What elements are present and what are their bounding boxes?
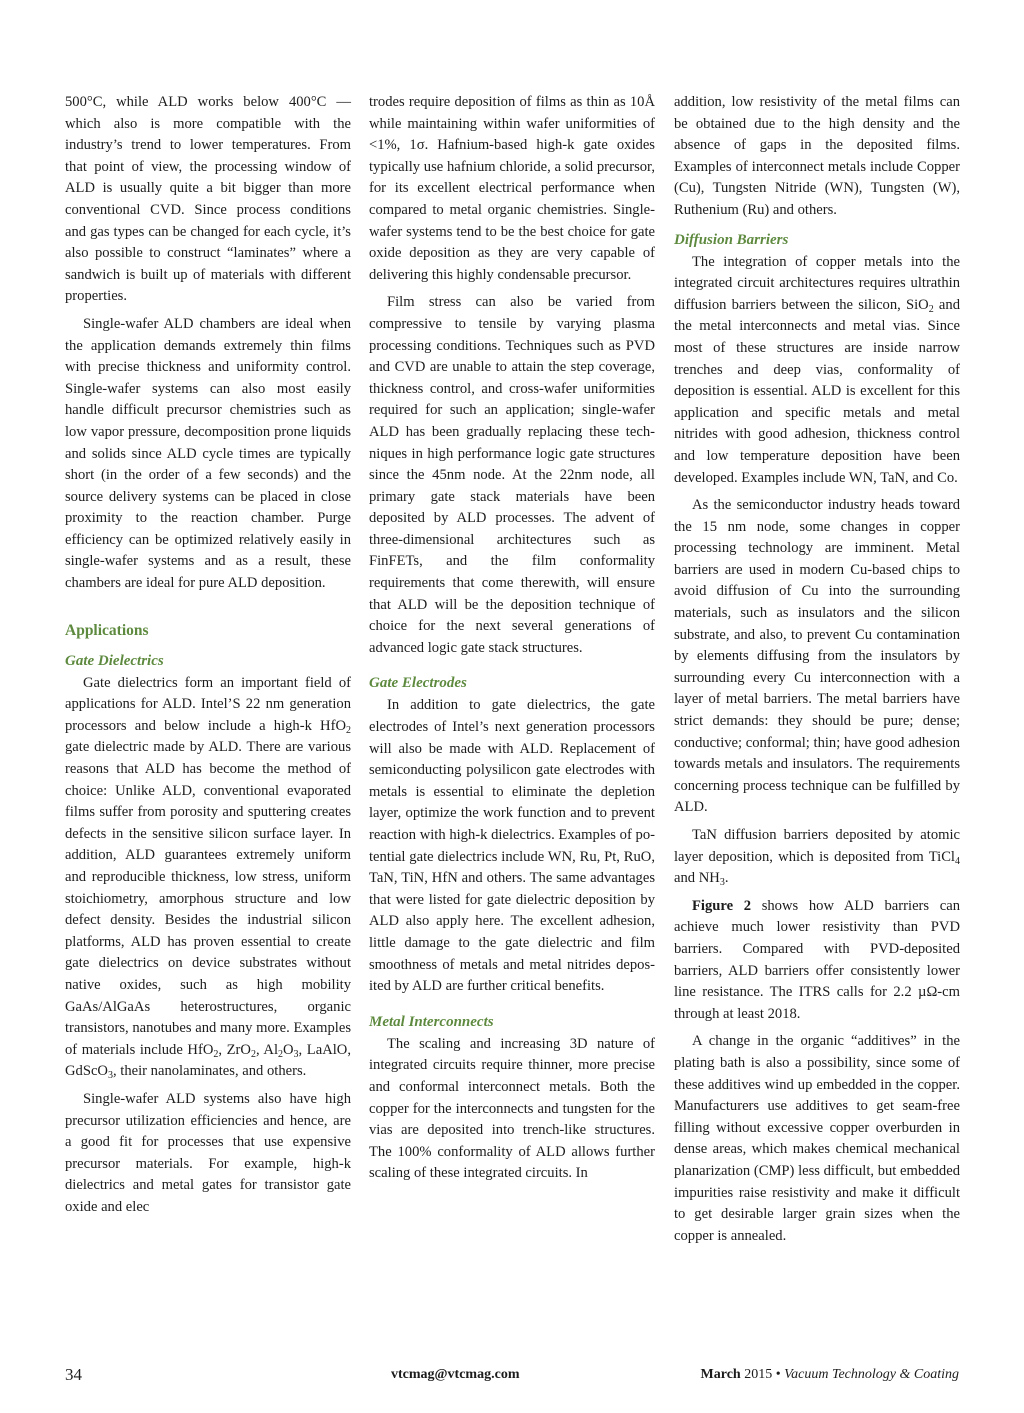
paragraph: Figure 2 shows how ALD barriers can achieve much lower resistivity than PVD barriers. Compared with PVD-deposited barriers, ALD barriers offer consistently lower line resistance. The ITRS calls for 2.2 µΩ-cm through at least 2018. (674, 897, 960, 1022)
paragraph: The scaling and increasing 3D nature of integrated circuits require thinner, more precise and conformal interconnect metals. Both the copper for the interconnects and tungsten for the vias are deposited into trench-like structures. The 100% conformality of ALD allows further scaling of these integrated circuits. In (369, 1035, 655, 1182)
paragraph: Film stress can also be varied from compressive to tensile by varying plasma processing conditions. Techniques such as PVD and CVD are unable to attain the step coverage, thickness control, and cross-wafer uniformities required for such an application; single-wafer ALD has been gradually replacing these techniques in high performance logic gate structures since the 45nm node. At the 22nm node, all primary gate stack materials have been deposited by ALD processes. The advent of three-dimensional architectures such as FinFETs, and the film conformality requirements that come therewith, will ensure that ALD will be the deposition technique of choice for the next several generations of advanced logic gate stack structures. (369, 294, 655, 656)
subheading-diffusion-barriers: Diffusion Barriers (674, 231, 789, 248)
paragraph: A change in the organic “additives” in the plating bath is also a possibility, since some of these additives wind up embedded in the copper. Manufacturers use additives to get seam-free filling without excessive copper overburden in dense areas, which makes chemical mechanical planarization (CMP) less difficult, but embedded impurities raise resistivity and make it difficult to get desirable larger grain sizes when the copper is annealed. (674, 1033, 960, 1244)
paragraph: In addition to gate dielectrics, the gate electrodes of Intel’s next generation processors will also be made with ALD. Replacement of semiconducting polysilicon gate electrodes with metals is essential to eliminate the depletion layer, optimize the work function and to prevent reaction with high-k dielectrics. Examples of potential gate dielectrics include WN, Ru, Pt, RuO, TaN, TiN, HfN and others. The same advantages that were listed for gate dielectric deposition by ALD also apply here. The excellent adhesion, little damage to the gate dielectric and film smoothness of metals and metal nitrides deposited by ALD are further critical benefits. (369, 697, 655, 995)
subheading-metal-interconnects: Metal Interconnects (369, 1013, 494, 1030)
page-footer (65, 1365, 959, 1387)
subheading-gate-dielectrics: Gate Dielectrics (65, 652, 164, 669)
magazine-name: Vacuum Technology & Coating (784, 1367, 959, 1382)
paragraph: TaN diffusion barriers deposited by atomic layer deposition, which is deposited from TiCl$_4$ and $NH_3$. (674, 827, 960, 889)
issue-year: 2015 (740, 1367, 773, 1382)
section-heading-applications: Applications (65, 621, 149, 639)
paragraph: Single-wafer ALD chambers are ideal when the application demands extremely thin films with precise thickness and uniformity control. Single-wafer systems can also most easily handle difficult precursor chemistries such as low vapor pressure, decomposition prone liquids and solids since ALD cycle times are typically short (in the order of a few seconds) and the source delivery systems can be placed in close proximity to the reaction chamber. Purge efficiency can be optimized relatively easily in single-wafer systems and as a result, these chambers are ideal for pure ALD deposition. (65, 315, 351, 592)
issue-month: March (700, 1367, 741, 1382)
paragraph: trodes require deposition of films as thin as 10Å while maintaining within wafer uniformities of <1%, 1σ. Hafnium-based high-k gate oxides typically use hafnium chloride, a solid precursor, for its excellent electrical performance when compared to metal organic chemistries. Single-wafer systems tend to be the best choice for gate oxide deposition as they are very capable of delivering this highly condensable precursor. (369, 94, 655, 283)
column-1 (65, 92, 351, 1225)
issue-info (701, 1367, 959, 1383)
paragraph: Gate dielectrics form an important field of applications for ALD. Intel’S 22 nm generation processors and below include a high-k HfO$_2$ gate dielectric made by ALD. There are various reasons that ALD has become the method of choice: Unlike ALD, conventional evaporated films suffer from porosity and sputtering creates defects in the sensitive silicon surface layer. In addition, ALD guarantees extremely uniform and reproducible thickness, low stress, uniform stoichiometry, amorphous structure and low defect density. Besides the industrial silicon platforms, ALD has proven essential to create gate dielectrics on device substrates without native oxides, such as high mobility GaAs/AlGaAs heterostructures, organic transistors, nanotubes and many more. Examples of materials include HfO$_2$, ZrO$_2$, $Al_2O_3$, LaAlO, GdScO$_3$, their nanolaminates, and others. (65, 674, 351, 1082)
figure-reference: Figure 2 (692, 897, 752, 914)
column-2 (369, 92, 655, 1191)
separator-bullet: • (772, 1367, 785, 1382)
footer-email: vtcmag@vtcmag.com (391, 1367, 520, 1382)
paragraph: addition, low resistivity of the metal films can be obtained due to the high density and the absence of gaps in the deposited films. Examples of interconnect metals include Copper (Cu), Tungsten Nitride (WN), Tungsten (W), Ruthenium (Ru) and others. (674, 94, 960, 218)
paragraph: The integration of copper metals into the integrated circuit architectures requires ultrathin diffusion barriers between the silicon, SiO$_2$ and the metal interconnects and metal vias. Since most of these structures are inside narrow trenches and deep vias, conformality of deposition is essential. ALD is excellent for this application and specific metals and metal nitrides with good adhesion, thickness control and low temperature deposition have been developed. Examples include WN, TaN, and Co. (674, 253, 960, 486)
subheading-gate-electrodes: Gate Electrodes (369, 675, 467, 692)
column-3 (674, 92, 960, 1253)
paragraph: 500°C, while ALD works below 400°C — which also is more compatible with the industry’s trend to lower temperatures. From that point of view, the processing window of ALD is usually quite a bit bigger than more conventional CVD. Since process conditions and gas types can be changed for each cycle, it’s also possible to construct “laminates” where a sandwich is built up of materials with different properties. (65, 94, 351, 305)
page-number: 34 (65, 1365, 82, 1384)
paragraph: Single-wafer ALD systems also have high precursor utilization efficiencies and hence, are a good fit for processes that use expensive precursor materials. For example, high-k dielectrics and metal gates for transistor gate oxide and elec (65, 1090, 351, 1215)
paragraph: As the semiconductor industry heads toward the 15 nm node, some changes in copper processing technology are imminent. Metal barriers are used in modern Cu-based chips to avoid diffusion of Cu into the surrounding materials, such as insulators and the silicon substrate, and also, to prevent Cu contamination by elements diffusing from the insulators by surrounding every Cu interconnection with a layer of metal barriers. The metal barriers have strict demands: they should be pure; dense; conductive; conformal; thin; have good adhesion towards metals and insulators. The requirements concerning process technique can be fulfilled by ALD. (674, 497, 960, 816)
